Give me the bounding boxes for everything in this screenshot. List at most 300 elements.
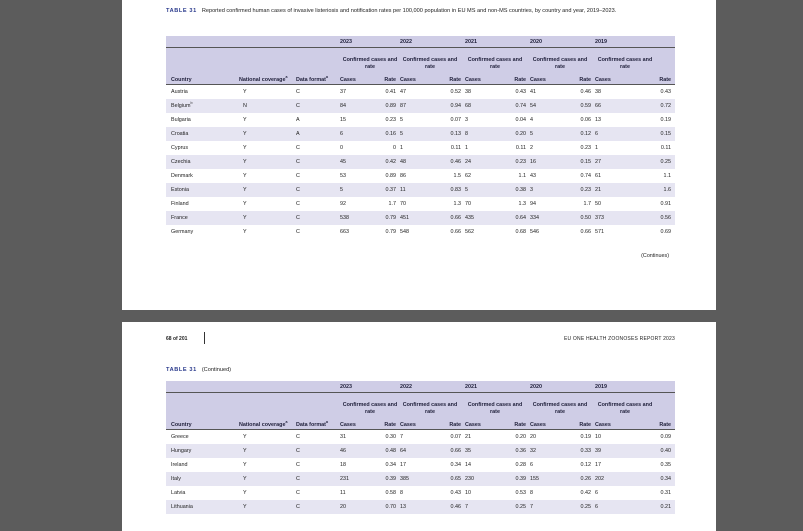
rate-cell-2023: 1.7 <box>388 201 396 207</box>
cases-cell-2020: 20 <box>530 434 536 440</box>
national-coverage-cell: Y <box>239 211 296 225</box>
rate-cell-2019: 0.35 <box>660 462 671 468</box>
national-coverage-cell: Y <box>239 444 296 458</box>
cases-cell-2021: 8 <box>465 127 500 141</box>
rate-cell-2023: 0.41 <box>385 89 396 95</box>
cases-cell-2019: 21 <box>595 183 630 197</box>
cases-cell-2021: 68 <box>465 99 500 113</box>
rate-header-2019: Rate <box>630 48 675 85</box>
country-name: Hungary <box>171 448 192 454</box>
data-format-cell: C <box>296 201 300 207</box>
country-cell <box>166 444 239 458</box>
cases-header-2022 <box>400 48 458 85</box>
rate-cell-2022: 1.5 <box>453 173 461 179</box>
rate-cell-2020: 0.59 <box>565 99 595 113</box>
rate-cell-2022: 0.94 <box>435 99 465 113</box>
rate-cell-2019: 0.69 <box>660 229 671 235</box>
cases-cell-2020: 2 <box>530 145 533 151</box>
cases-cell-2020: 43 <box>530 173 536 179</box>
rate-header-2021: Rate <box>500 393 530 430</box>
rate-cell-2021: 0.25 <box>500 500 530 514</box>
listeriosis-table-continued <box>166 381 675 514</box>
year-header-2022: 2022 <box>400 381 465 393</box>
rate-cell-2021: 0.43 <box>515 89 526 95</box>
cases-cell-2023: 538 <box>340 211 370 225</box>
national-coverage-cell: Y <box>243 434 247 440</box>
rate-cell-2019: 0.31 <box>660 490 671 496</box>
rate-cell-2021: 1.3 <box>518 201 526 207</box>
cases-label: Cases <box>595 77 611 83</box>
rate-cell-2020: 0.74 <box>580 173 591 179</box>
rate-cell-2023: 0.70 <box>370 500 400 514</box>
cases-cell-2019: 6 <box>595 500 630 514</box>
cases-cell-2020: 32 <box>530 444 565 458</box>
year-header-2023: 2023 <box>340 36 400 48</box>
cases-cell-2019: 10 <box>595 434 601 440</box>
confirmed-label: Confirmed cases and rate <box>342 402 398 415</box>
cases-cell-2022: 8 <box>400 490 403 496</box>
report-page-lower <box>122 322 716 531</box>
cases-cell-2021: 3 <box>465 117 468 123</box>
cases-cell-2020: 16 <box>530 155 565 169</box>
rate-cell-2021: 0.74 <box>500 99 530 113</box>
data-format-cell: C <box>296 500 340 514</box>
country-name: Latvia <box>171 490 186 496</box>
footnote-marker: a <box>285 420 288 425</box>
cases-cell-2022: 64 <box>400 444 435 458</box>
country-cell <box>166 211 239 225</box>
rate-cell-2023: 0.42 <box>370 155 400 169</box>
data-format-cell: A <box>296 127 340 141</box>
rate-cell-2021: 1.1 <box>518 173 526 179</box>
cases-header-2023 <box>340 48 398 85</box>
cases-cell-2023: 5 <box>340 183 370 197</box>
cases-cell-2022: 548 <box>400 229 409 235</box>
cases-cell-2021: 38 <box>465 89 471 95</box>
country-name: Denmark <box>171 173 193 179</box>
country-cell <box>166 472 239 486</box>
cases-cell-2021: 435 <box>465 211 500 225</box>
cases-cell-2020: 7 <box>530 500 565 514</box>
cases-label: Cases <box>530 422 546 428</box>
national-coverage-cell: Y <box>243 201 247 207</box>
table-caption-text: (Continued) <box>201 367 232 373</box>
rate-cell-2020: 0.26 <box>565 472 595 486</box>
national-coverage-cell: Y <box>243 462 247 468</box>
rate-cell-2022: 0.65 <box>435 472 465 486</box>
national-coverage-header <box>239 48 296 85</box>
table-row <box>166 99 675 113</box>
cases-cell-2020: 8 <box>530 490 533 496</box>
rate-cell-2021: 0.68 <box>515 229 526 235</box>
running-title: EU ONE HEALTH ZOONOSES REPORT 2023 <box>564 336 675 342</box>
cases-header-2020 <box>530 48 588 85</box>
rate-cell-2021: 0.20 <box>500 127 530 141</box>
cases-cell-2023: 53 <box>340 173 346 179</box>
rate-cell-2023: 0.34 <box>385 462 396 468</box>
table-body <box>166 85 675 240</box>
data-format-label: Data format <box>296 422 326 428</box>
rate-cell-2022: 0.46 <box>435 500 465 514</box>
national-coverage-cell: Y <box>239 183 296 197</box>
confirmed-label: Confirmed cases and rate <box>532 57 588 70</box>
country-name: Finland <box>171 201 189 207</box>
rate-cell-2021: 0.04 <box>515 117 526 123</box>
cases-cell-2022: 47 <box>400 89 406 95</box>
rate-cell-2019: 0.56 <box>630 211 675 225</box>
cases-cell-2021: 35 <box>465 444 500 458</box>
rate-cell-2019: 0.40 <box>630 444 675 458</box>
rate-header-2021: Rate <box>500 48 530 85</box>
cases-cell-2021: 7 <box>465 500 500 514</box>
year-header-2019: 2019 <box>595 36 675 48</box>
cases-cell-2022: 451 <box>400 211 435 225</box>
cases-cell-2023: 92 <box>340 201 346 207</box>
rate-cell-2020: 0.12 <box>565 127 595 141</box>
cases-cell-2019: 50 <box>595 201 601 207</box>
country-name: Croatia <box>171 131 189 137</box>
cases-cell-2021: 5 <box>465 183 500 197</box>
cases-cell-2023: 20 <box>340 500 370 514</box>
table-row <box>166 486 675 500</box>
cases-cell-2021: 1 <box>465 145 468 151</box>
country-name: Greece <box>171 434 189 440</box>
table-row <box>166 85 675 100</box>
cases-label: Cases <box>340 422 356 428</box>
table-header <box>166 381 675 430</box>
rate-cell-2020: 0.06 <box>580 117 591 123</box>
table-row <box>166 197 675 211</box>
confirmed-label: Confirmed cases and rate <box>532 402 588 415</box>
data-format-cell: C <box>296 183 340 197</box>
rate-cell-2022: 0.13 <box>435 127 465 141</box>
cases-header-2020 <box>530 393 588 430</box>
footnote-marker: a <box>285 75 288 80</box>
year-header-2019: 2019 <box>595 381 675 393</box>
cases-cell-2019: 571 <box>595 229 604 235</box>
table-header <box>166 36 675 85</box>
rate-header-2020: Rate <box>565 48 595 85</box>
cases-cell-2020: 155 <box>530 472 565 486</box>
national-coverage-cell: Y <box>239 127 296 141</box>
cases-cell-2022: 5 <box>400 117 403 123</box>
confirmed-label: Confirmed cases and rate <box>342 57 398 70</box>
rate-cell-2022: 0.66 <box>450 229 461 235</box>
rate-cell-2022: 0.34 <box>450 462 461 468</box>
cases-cell-2019: 17 <box>595 462 601 468</box>
table-row <box>166 458 675 472</box>
data-format-cell: C <box>296 472 340 486</box>
rate-cell-2022: 0.07 <box>450 117 461 123</box>
table-row <box>166 444 675 458</box>
rate-header-2020: Rate <box>565 393 595 430</box>
cases-cell-2019: 202 <box>595 472 630 486</box>
year-row-spacer <box>166 36 340 48</box>
cases-cell-2020: 3 <box>530 183 565 197</box>
cases-header-2019 <box>595 393 653 430</box>
cases-cell-2022: 7 <box>400 434 403 440</box>
country-cell <box>166 141 239 155</box>
country-name: Belgium <box>171 103 191 109</box>
national-coverage-cell: Y <box>239 155 296 169</box>
rate-cell-2021: 0.38 <box>500 183 530 197</box>
table-row <box>166 211 675 225</box>
cases-header-2021 <box>465 48 523 85</box>
rate-cell-2020: 0.15 <box>565 155 595 169</box>
cases-header-2022 <box>400 393 458 430</box>
confirmed-label: Confirmed cases and rate <box>597 57 653 70</box>
rate-cell-2023: 0 <box>393 145 396 151</box>
country-name: Estonia <box>171 187 189 193</box>
rate-cell-2023: 0.48 <box>370 444 400 458</box>
table-row <box>166 472 675 486</box>
cases-cell-2021: 70 <box>465 201 471 207</box>
rate-cell-2022: 0.43 <box>450 490 461 496</box>
cases-cell-2023: 0 <box>340 145 343 151</box>
rate-header-2023: Rate <box>370 393 400 430</box>
listeriosis-table <box>166 36 675 239</box>
cases-label: Cases <box>400 422 416 428</box>
data-format-cell: C <box>296 211 340 225</box>
country-name: Cyprus <box>171 145 189 151</box>
national-coverage-cell: Y <box>243 173 247 179</box>
cases-label: Cases <box>465 422 481 428</box>
cases-cell-2020: 5 <box>530 127 565 141</box>
country-cell <box>166 486 239 500</box>
cases-cell-2022: 5 <box>400 127 435 141</box>
rate-cell-2020: 0.42 <box>580 490 591 496</box>
rate-cell-2021: 0.28 <box>515 462 526 468</box>
data-format-cell: C <box>296 173 300 179</box>
cases-cell-2022: 87 <box>400 99 435 113</box>
data-format-cell: C <box>296 462 300 468</box>
rate-cell-2020: 0.66 <box>580 229 591 235</box>
rate-cell-2019: 0.11 <box>660 145 671 151</box>
year-header-2023: 2023 <box>340 381 400 393</box>
cases-label: Cases <box>530 77 546 83</box>
rate-cell-2019: 0.09 <box>660 434 671 440</box>
table-caption-continued <box>166 366 686 375</box>
rate-cell-2020: 0.33 <box>565 444 595 458</box>
country-name: Bulgaria <box>171 117 191 123</box>
rate-cell-2021: 0.23 <box>500 155 530 169</box>
cases-label: Cases <box>595 422 611 428</box>
year-row <box>166 36 675 48</box>
rate-cell-2022: 0.11 <box>450 145 461 151</box>
data-format-header <box>296 48 340 85</box>
data-format-cell: A <box>296 117 300 123</box>
rate-cell-2020: 0.50 <box>565 211 595 225</box>
rate-header-2022: Rate <box>435 393 465 430</box>
rate-cell-2023: 0.89 <box>385 173 396 179</box>
rate-cell-2019: 1.6 <box>630 183 675 197</box>
cases-cell-2019: 6 <box>595 127 630 141</box>
table-row <box>166 113 675 127</box>
table-label: TABLE 31 <box>166 8 197 14</box>
cases-cell-2020: 6 <box>530 462 533 468</box>
confirmed-label: Confirmed cases and rate <box>402 57 458 70</box>
cases-cell-2019: 39 <box>595 444 630 458</box>
cases-cell-2023: 663 <box>340 229 349 235</box>
country-name: Ireland <box>171 462 188 468</box>
confirmed-label: Confirmed cases and rate <box>597 402 653 415</box>
country-cell <box>166 127 239 141</box>
cases-cell-2021: 562 <box>465 229 474 235</box>
country-cell <box>166 113 239 127</box>
country-cell <box>166 169 239 183</box>
table-row <box>166 225 675 239</box>
continues-note: (Continues) <box>641 253 669 259</box>
table-row <box>166 141 675 155</box>
rate-cell-2023: 0.30 <box>385 434 396 440</box>
cases-header-2019 <box>595 48 653 85</box>
rate-cell-2019: 0.91 <box>660 201 671 207</box>
country-cell <box>166 197 239 211</box>
data-format-cell: C <box>296 99 340 113</box>
confirmed-label: Confirmed cases and rate <box>402 402 458 415</box>
confirmed-label: Confirmed cases and rate <box>467 402 523 415</box>
national-coverage-cell: Y <box>243 229 247 235</box>
column-label-row <box>166 48 675 85</box>
country-name: Austria <box>171 89 188 95</box>
cases-cell-2020: 4 <box>530 117 533 123</box>
rate-cell-2019: 0.34 <box>630 472 675 486</box>
cases-cell-2022: 13 <box>400 500 435 514</box>
data-format-cell: C <box>296 229 300 235</box>
country-cell <box>166 183 239 197</box>
national-coverage-label: National coverage <box>239 77 286 83</box>
country-cell <box>166 430 239 445</box>
rate-cell-2020: 0.23 <box>580 145 591 151</box>
cases-cell-2019: 61 <box>595 173 601 179</box>
cases-cell-2022: 11 <box>400 183 435 197</box>
page-number: 68 of 201 <box>166 336 188 342</box>
report-page-upper <box>122 0 716 310</box>
table-caption <box>166 7 686 16</box>
rate-cell-2023: 0.39 <box>370 472 400 486</box>
rate-cell-2020: 1.7 <box>583 201 591 207</box>
confirmed-label: Confirmed cases and rate <box>467 57 523 70</box>
country-name: Italy <box>171 476 181 482</box>
rate-cell-2023: 0.58 <box>385 490 396 496</box>
cases-cell-2019: 6 <box>595 490 598 496</box>
national-coverage-cell: Y <box>243 145 247 151</box>
rate-cell-2022: 0.52 <box>450 89 461 95</box>
cases-cell-2019: 38 <box>595 89 601 95</box>
cases-cell-2019: 373 <box>595 211 630 225</box>
rate-cell-2020: 0.12 <box>580 462 591 468</box>
table-label: TABLE 31 <box>166 367 197 373</box>
rate-cell-2020: 0.19 <box>580 434 591 440</box>
cases-cell-2020: 546 <box>530 229 539 235</box>
rate-header-2022: Rate <box>435 48 465 85</box>
national-coverage-cell: Y <box>239 500 296 514</box>
rate-cell-2022: 0.66 <box>435 444 465 458</box>
rate-cell-2022: 0.46 <box>435 155 465 169</box>
rate-cell-2019: 0.19 <box>660 117 671 123</box>
data-format-cell: C <box>296 434 300 440</box>
rate-cell-2020: 0.46 <box>580 89 591 95</box>
rate-cell-2023: 0.89 <box>370 99 400 113</box>
cases-cell-2022: 70 <box>400 201 406 207</box>
rate-cell-2022: 0.83 <box>435 183 465 197</box>
national-coverage-cell: Y <box>243 89 247 95</box>
cases-header-2023 <box>340 393 398 430</box>
rate-header-2023: Rate <box>370 48 400 85</box>
country-cell <box>166 500 239 514</box>
table-row <box>166 500 675 514</box>
country-name: Germany <box>171 229 194 235</box>
footnote-marker: b <box>190 101 193 106</box>
rate-cell-2021: 0.39 <box>500 472 530 486</box>
cases-label: Cases <box>465 77 481 83</box>
rate-cell-2022: 0.07 <box>450 434 461 440</box>
data-format-header <box>296 393 340 430</box>
data-format-cell: C <box>296 490 300 496</box>
cases-cell-2021: 10 <box>465 490 471 496</box>
cases-cell-2021: 14 <box>465 462 471 468</box>
year-header-2022: 2022 <box>400 36 465 48</box>
cases-cell-2021: 62 <box>465 173 471 179</box>
cases-cell-2022: 385 <box>400 472 435 486</box>
rate-cell-2023: 0.16 <box>370 127 400 141</box>
year-header-2021: 2021 <box>465 36 530 48</box>
cases-label: Cases <box>400 77 416 83</box>
data-format-cell: C <box>296 89 300 95</box>
rate-cell-2021: 0.64 <box>500 211 530 225</box>
cases-cell-2023: 84 <box>340 99 370 113</box>
table-caption-text: Reported confirmed human cases of invasive listeriosis and notification rates per 100,000 population in EU MS and non-MS countries, by country and year, 2019–2023. <box>201 8 617 14</box>
year-row-spacer <box>166 381 340 393</box>
cases-cell-2019: 1 <box>595 145 598 151</box>
cases-cell-2023: 231 <box>340 472 370 486</box>
cases-cell-2023: 37 <box>340 89 346 95</box>
cases-cell-2021: 21 <box>465 434 471 440</box>
rate-cell-2020: 0.23 <box>565 183 595 197</box>
cases-label: Cases <box>340 77 356 83</box>
national-coverage-label: National coverage <box>239 422 286 428</box>
national-coverage-cell: Y <box>239 472 296 486</box>
table-row <box>166 183 675 197</box>
national-coverage-cell: Y <box>243 117 247 123</box>
cases-cell-2023: 15 <box>340 117 346 123</box>
cases-cell-2021: 24 <box>465 155 500 169</box>
rate-cell-2022: 1.3 <box>453 201 461 207</box>
cases-cell-2023: 46 <box>340 444 370 458</box>
cases-cell-2020: 41 <box>530 89 536 95</box>
country-header: Country <box>166 393 239 430</box>
cases-cell-2023: 31 <box>340 434 346 440</box>
column-label-row <box>166 393 675 430</box>
cases-cell-2022: 1 <box>400 145 403 151</box>
year-header-2020: 2020 <box>530 381 595 393</box>
table-row <box>166 169 675 183</box>
cases-cell-2023: 18 <box>340 462 346 468</box>
national-coverage-header <box>239 393 296 430</box>
rate-cell-2019: 0.72 <box>630 99 675 113</box>
national-coverage-cell: N <box>239 99 296 113</box>
year-row <box>166 381 675 393</box>
national-coverage-cell: Y <box>243 490 247 496</box>
rate-cell-2019: 0.25 <box>630 155 675 169</box>
country-cell <box>166 155 239 169</box>
data-format-cell: C <box>296 444 340 458</box>
header-divider <box>204 332 205 344</box>
country-cell <box>166 99 239 113</box>
cases-cell-2022: 48 <box>400 155 435 169</box>
cases-cell-2022: 17 <box>400 462 406 468</box>
rate-cell-2019: 0.21 <box>630 500 675 514</box>
